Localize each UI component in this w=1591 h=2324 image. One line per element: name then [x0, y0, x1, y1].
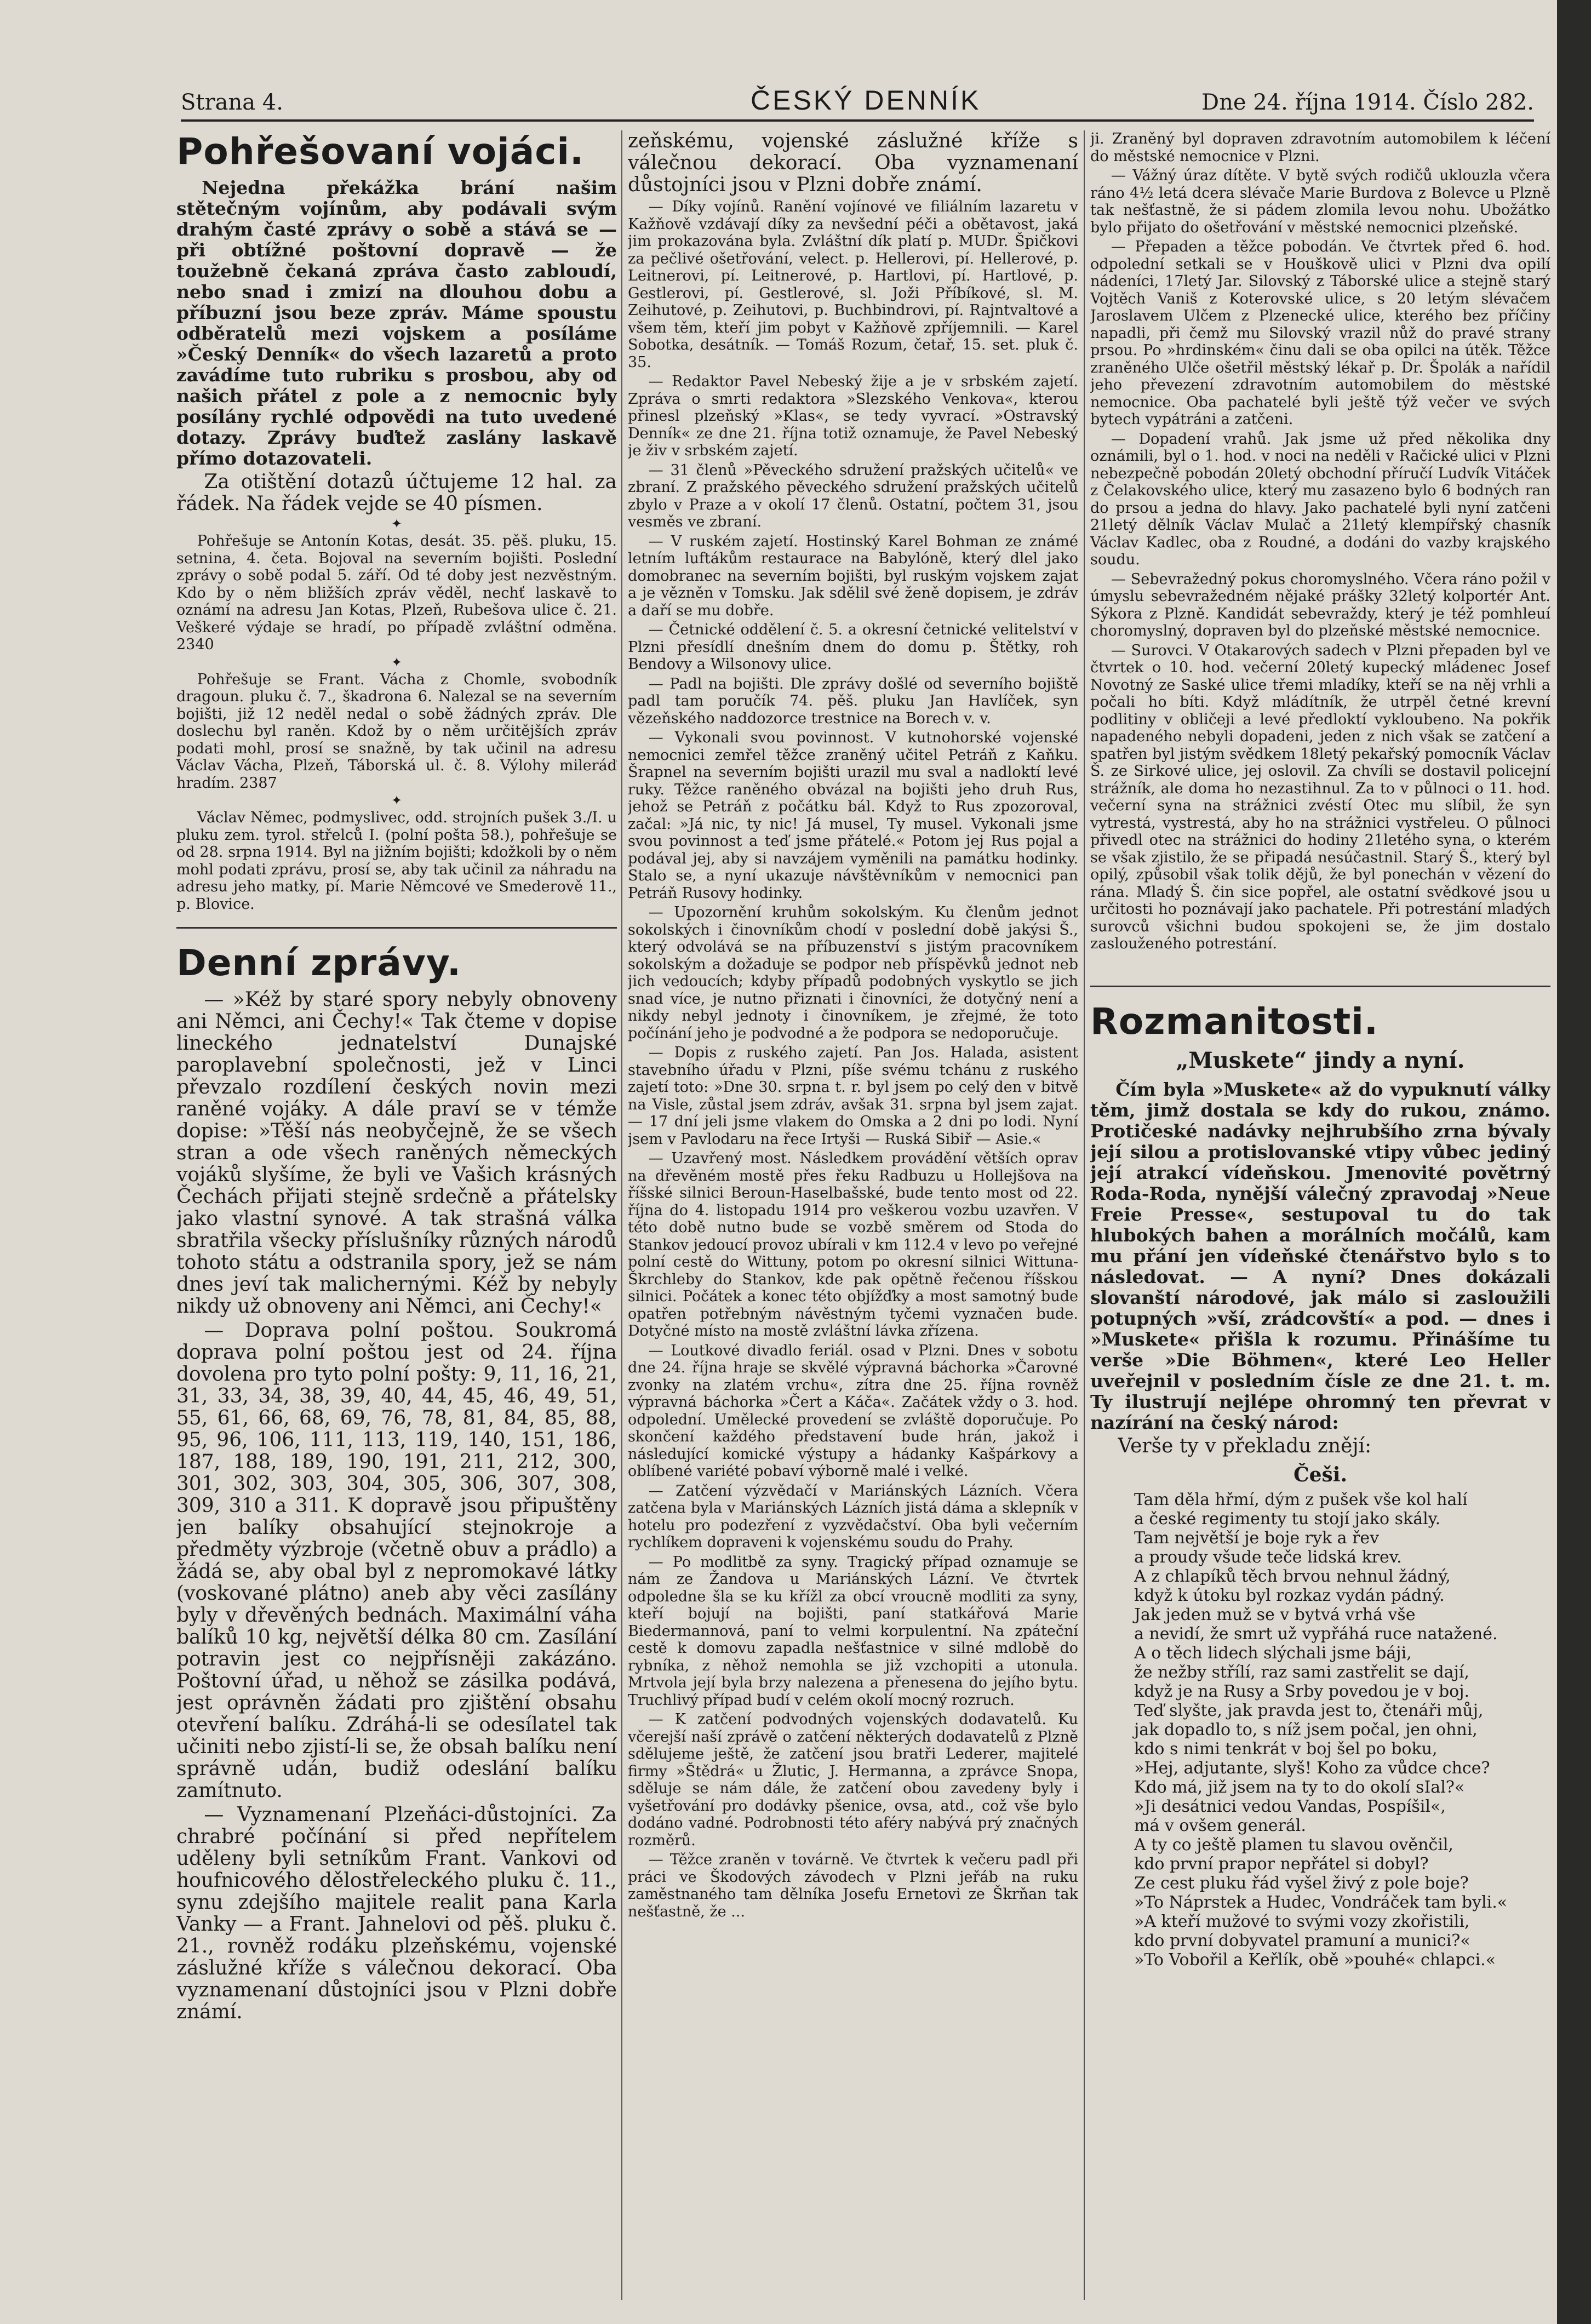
poem-line: jak dopadlo to, s níž jsem počal, jen ohni, — [1134, 1720, 1478, 1739]
issue-date: Dne 24. října 1914. Číslo 282. — [1201, 90, 1534, 115]
news-item: — Loutkové divadlo feriál. osad v Plzni. Dnes v sobotu dne 24. října hraje se skvělé výpravná báchorka »Čarovné zvonky na zlatém vrchu«, zítra dne 25. října rovněž výpravná báchorka »Čert a Káča«. Začátek vždy o 3. hod. odpolední. Umělecké provedení se zvláště doporučuje. Po skončení každého představení bude hrán, jakož i následující komické výstupy a hádanky Kašpárkovy a oblíbené variété pobaví výborně malé i velké. — [628, 1342, 1078, 1480]
poem-line: kdo s nimi tenkrát v boj šel po boku, — [1134, 1739, 1438, 1759]
star-divider: ✦ — [391, 654, 403, 670]
poem-line: »Hej, adjutante, slyš! Koho za vůdce chce? — [1134, 1758, 1490, 1778]
poem-line: má v ovšem generál. — [1134, 1816, 1306, 1835]
article-intro: Nejedna překážka brání našim stětečným vojínům, aby podávali svým drahým časté zprávy o sobě a stává se — při obtížné poštovní dopravě — že toužebně čekaná zpráva často zabloudí, nebo snad i zmizí na dlouhou dobu a příbuzní jsou beze zpráv. Máme spoustu odběratelů mezi vojskem a posíláme »Český Denník« do všech lazaretů a proto zavádíme tuto rubriku s prosbou, aby od našich přátel z pole a z nemocnic byly posílány rychlé odpovědi na tuto uvedené dotazy. Zprávy buďtež zaslány laskavě přímo dotazovateli. — [176, 177, 617, 469]
poem-title: Češi. — [1293, 1463, 1348, 1486]
poem-line: Kdo má, již jsem na ty to do okolí sIal?« — [1134, 1777, 1465, 1797]
poem-line: kdo první prapor nepřátel si dobyl? — [1134, 1854, 1429, 1874]
poem-line: Tam děla hřmí, dým z pušek vše kol halí — [1134, 1490, 1468, 1509]
poem-line: Jak jeden muž se v bytvá vrhá vše — [1134, 1605, 1416, 1624]
news-item: — Redaktor Pavel Nebeský žije a je v srbském zajetí. Zpráva o smrti redaktora »Slezského Venkova«, kterou přinesl plzeňský »Klas«, se tedy vyvrací. »Ostravský Denník« ze dne 21. října totiž oznamuje, že Pavel Nebeský je živ v srbském zajetí. — [628, 373, 1078, 459]
news-continuation: zeňskému, vojenské záslužné kříže s válečnou dekorací. Oba vyznamenaní důstojníci jsou v Plzni dobře známí. — [628, 130, 1078, 196]
star-divider: ✦ — [391, 516, 403, 531]
poem-line: Ze cest pluku řád vyšel živý z pole boje? — [1134, 1873, 1469, 1893]
news-item: — Vykonali svou povinnost. V kutnohorské vojenské nemocnici zemřel těžce zraněný učitel Petráň z Kaňku. Šrapnel na severním bojišti urazil mu sval a nadloktí levé ruky. Těžce raněného obvázal na bojišti jeho druh Rus, jehož se Petráň z počátku bál. Když to Rus zpozoroval, začal: »Já nic, ty nic! Já musel, Ty musel. Vykonali jsme svou povinnost a teď jsme přátelé.« Potom jej Rus pojal a podával jej, aby si navzájem vyměnili na památku hodinky. Stalo se, a nyní ukazuje návštěvníkům v nemocnici pan Petráň Rusovy hodinky. — [628, 729, 1078, 902]
column-rule — [1084, 130, 1085, 2300]
poem-line: Teď slyšte, jak pravda jest to, čtenáři můj, — [1134, 1701, 1484, 1720]
news-continuation: ji. Zraněný byl dopraven zdravotním automobilem k léčení do městské nemocnice v Plzni. — [1090, 130, 1550, 165]
news-item: — Upozornění kruhům sokolským. Ku členům jednot sokolských i činovníkům chodí v poslední době jakýsi Š., který odvolává se na příbuzenství s jistým pracovníkem sokolským a dožaduje se podpor neb příspěvků jednot neb jich vedoucích; kdyby případů podobných vyskytlo se jich snad více, je nutno přiznati i činovníci, že dotyčný není a nikdy nebyl jednoty i činovníkem, je zřejmé, že toto počínání jeho je podvodné a že podpora se nedoporučuje. — [628, 904, 1078, 1042]
news-item: — Doprava polní poštou. Soukromá doprava polní poštou jest od 24. října dovolena pro tyto polní pošty: 9, 11, 16, 21, 31, 33, 34, 38, 39, 40, 44, 45, 46, 49, 51, 55, 61, 66, 68, 69, 76, 78, 81, 84, 85, 88, 95, 96, 106, 111, 113, 119, 140, 151, 186, 187, 188, 189, 190, 191, 211, 212, 300, 301, 302, 303, 304, 305, 306, 307, 308, 309, 310 a 311. K dopravě jsou připuštěny jen balíky obsahující stejnokroje a předměty výzbroje (včetně obuv a prádlo) a žádá se, aby obal byl z nepromokavé látky (voskované plátno) aneb aby věci zasílány byly v dřevěných bednách. Maximální váha balíků 10 kg, největší délka 80 cm. Zasílání potravin jest co nejpřísněji zakázáno. Poštovní úřad, u něhož se zásilka podává, jest oprávněn žádati pro zjištění obsahu otevření balíku. Zdráhá-li se odesílatel tak učiniti nebo zjistí-li se, že obsah balíku není správně udán, budiž odeslání balíku zamítnuto. — [176, 1319, 617, 1802]
news-item: — Díky vojínů. Ranění vojínové ve filiálním lazaretu v Kažňově vzdávají díky za nevšední péči a obětavost, jaká jim prokazována byla. Zvláštní dík platí p. MUDr. Špičkovi za pečlivé ošetřování, velect. p. Hellerovi, pí. Hellerové, p. Leitnerovi, pí. Leitnerové, p. Hartlovi, pí. Hartlové, p. Gestlerovi, pí. Gestlerové, sl. Joži Příbíkové, sl. M. Zeihutové, p. Zeihutovi, p. Buchbindrovi, pí. Rajntvaltové a všem těm, kteří jim pobyt v Kažňově zpříjemnili. — Karel Sobotka, desátník. — Tomáš Rozum, četař, 15. set. pluk č. 35. — [628, 198, 1078, 371]
news-item: — Padl na bojišti. Dle zprávy došlé od severního bojiště padl tam poručík 74. pěš. pluku Jan Havlíček, syn vězeňského naddozorce trestnice na Borech v. v. — [628, 675, 1078, 727]
news-item: — Dopadení vrahů. Jak jsme už před několika dny oznámili, byl o 1. hod. v noci na neděli v Račické ulici v Plzni nebezpečně pobodán 20letý obchodní příručí Ludvík Vitáček z Čelakovského ulice, který mu zasazeno bylo 6 bodných ran do prsou a jedna do hlavy. Jako pachatelé byli nyní zatčeni 21letý dělník Václav Mulač a 21letý klempířský chasník Václav Kadlec, oba z Roudné, a dodáni do vazby krajského soudu. — [1090, 430, 1550, 568]
missing-notice: Pohřešuje se Antonín Kotas, desát. 35. pěš. pluku, 15. setnina, 4. četa. Bojoval na severním bojišti. Poslední zprávy o sobě podal 5. září. Od té doby jest nezvěstným. Kdo by o něm bližších zpráv věděl, nechť laskavě to oznámí na adresu Jan Kotas, Plzeň, Rubešova ulice č. 21. Veškeré výdaje se hradí, po případě zvláštní odměna. 2340 — [176, 533, 617, 653]
column-1 — [176, 130, 617, 2311]
news-item: — Uzavřený most. Následkem provádění větších oprav na dřevěném mostě přes řeku Radbuzu u Hollejšova na říšské silnici Beroun-Haselbašské, bude tento most od 22. října do 4. listopadu 1914 pro veškerou vozbu uzavřen. V této době nutno bude se vozbě směrem od Stoda do Stankov jedoucí provoz ubírali v km 112.4 v levo po veřejné polní cestě do Wittuny, potom po okresní silnici Wittuna-Škrchleby do Stankov, kde pak opětně řečenou říšskou silnici. Počátek a konec této objížďky a most samotný bude opatřen potřebným návěstným tyčemi vyznačen bude. Dotyčné místo na mostě zvláštní lávka zřízena. — [628, 1150, 1078, 1340]
poem-line: Tam největší je boje ryk a řev — [1134, 1528, 1380, 1548]
poem-line: a české regimenty tu stojí jako skály. — [1134, 1509, 1441, 1529]
news-item: — »Kéž by staré spory nebyly obnoveny ani Němci, ani Čechy!« Tak čteme v dopise lineckého jednatelství Dunajské paroplavební společnosti, jež v Linci převzalo rozdílení českých novin mezi raněné vojáky. A dále praví se v témže dopise: »Těší nás neobyčejně, že se všech stran a ode všech raněných německých vojáků slyšíme, že byli ve Vašich krásných Čechách přijati stejně srdečně a přátelsky jako vlastní synové. A tak strašná válka sbratřila všecky příslušníky různých národů tohoto státu a odstranila spory, jež se nám dnes jeví tak malichernými. Kéž by nebyly nikdy už obnoveny ani Němci, ani Čechy!« — [176, 988, 617, 1318]
section-title-missing-soldiers: Pohřešovaní vojáci. — [176, 130, 585, 173]
news-item: — Vyznamenaní Plzeňáci-důstojníci. Za chrabré počínání si před nepřítelem uděleny byli setníkům Frant. Vankovi od houfnicového dělostřeleckého pluku č. 11., synu zdejšího majitele realit pana Karla Vanky — a Frant. Jahnelovi od pěš. pluku č. 21., rovněž rodáku plzeňskému, vojenské záslužné kříže s válečnou dekorací. Oba vyznamenaní důstojníci jsou v Plzni dobře známí. — [176, 1804, 617, 2023]
page-header — [181, 87, 1534, 122]
column-rule — [621, 130, 622, 2300]
page-edge — [1557, 0, 1591, 2324]
column-2 — [628, 130, 1078, 2311]
section-divider — [176, 927, 617, 929]
poem-line: »Ji desátnici vedou Vandas, Pospíšil«, — [1134, 1796, 1446, 1816]
section-title-daily-news: Denní zprávy. — [176, 942, 461, 984]
news-item: — Surovci. V Otakarových sadech v Plzni přepaden byl ve čtvrtek o 10. hod. večerní 20letý kupecký mládenec Josef Novotný ze Saské ulice třemi mladíky, kteří se na něj vrhli a počali ho bíti. Když mládítník, že utrpěl četné krevní podlitiny v obličeji a levé předloktí vykloubeno. Na pokřik napadeného nebyli dopadeni, jeden z nich však se zatčení a spatřen byl jistým svědkem 18letý pekařský pomocník Václav Š. ze Sirkové ulice, jej oslovil. Za chvíli se dostavil policejní strážník, ale doma ho nezastihnul. Za to v půlnoci o 11. hod. večerní syna na strážnici zvéstí Otec mu slíbil, že syn vytrestá, vystrestá, aby ho na strážnici vystřeleu. O půlnoci přivedl otec na strážnici do hodiny 21letého syna, o kterém se však zjistilo, že se připadá nesúčastnil. Starý Š., který byl opilý, způsobil však tolik dějů, že byl ponechán v vězení do rána. Mladý Š. čin sice popřel, ale ostatní svědkové jsou u určitosti ho poznávají jako pachatele. Při potrestání mladých surovců všichni budou spokojeni se, že jim dostalo zaslouženého potrestání. — [1090, 642, 1550, 952]
news-item: — K zatčení podvodných vojenských dodavatelů. Ku včerejší naší zprávě o zatčení některých dodavatelů z Plzně sdělujeme ještě, že zatčení jsou bratři Lederer, majitelé firmy »Štědrá« u Žlutic, J. Hermanna, a zprávce Snopa, sděluje se nám dále, že zatčení obou zavedeny byly i vyšetřování pro dodávky pšenice, ovsa, atd., což vše bylo dodáno vadné. Podrobnosti této aféry nabývá prý značných rozměrů. — [628, 1711, 1078, 1849]
news-item: — Zatčení výzvědačí v Mariánských Lázních. Včera zatčena byla v Mariánských Lázních jistá dáma a sklepník v hotelu pro podezření z vyzvědačství. Oba byli večerním rychlíkem dopraveni k vojenskému soudu do Prahy. — [628, 1482, 1078, 1551]
news-item: — Po modlitbě za syny. Tragický případ oznamuje se nám ze Žandova u Mariánských Lázní. Ve čtvrtek odpoledne šla se ku křížl za obcí vroucně modliti za syny, kteří bojují na bojišti, paní statkářová Marie Biedermannová, paní to velmi korpulentní. Na zpáteční cestě k domovu zapadla nešťastnice v silné mdlobě do rybníka, z něhož nemohla se již vzchopiti a utonula. Mrtvola její byla brzy nalezena a přenesena do jejího bytu. Truchlivý případ budí v celém okolí mocný rozruch. — [628, 1553, 1078, 1709]
missing-notice: Václav Němec, podmyslivec, odd. strojních pušek 3./I. u pluku zem. tyrol. střelců I. (polní pošta 58.), pohřešuje se od 28. srpna 1914. Byl na jižním bojišti; kdožkoli by o něm mohl podati zprávu, prosí se, aby tak učinil za náhradu na adresu jeho matky, pí. Marie Němcové ve Smederově 11., p. Blovice. — [176, 809, 617, 913]
section-divider — [1090, 986, 1550, 987]
star-divider: ✦ — [391, 793, 403, 808]
poem-line: kdo první dobyvatel pramuní a munici?« — [1134, 1931, 1470, 1950]
news-item: — Vážný úraz dítěte. V bytě svých rodičů uklouzla včera ráno 4½ letá dcera slévače Marie Burdova z Bolevce u Plzně tak nešťastně, že si pádem zlomila levou nohu. Ubožátko bylo přijato do ošetřování v městské nemocnici plzeňské. — [1090, 167, 1550, 236]
poem — [1090, 1490, 1550, 1970]
article-body: Čím byla »Muskete« až do vypuknutí války těm, jimž dostala se kdy do rukou, známo. Protičeské nadávky nejhrubšího zrna bývaly její silou a protislovanské vtipy vůbec jediný její atrakcí vídeňskou. Jmenovité povětrný Roda-Roda, nynější válečný zpravodaj »Neue Freie Presse«, sestupoval tu do tak hlubokých bahen a morálních močálů, kam mu přání jen vídeňské čtenářstvo bylo s to následovat. — A nyní? Dnes dokázali slovanští národové, jak málo si zasloužili potupných »vší, zrádcovští« a pod. — dnes i »Muskete« přišla k rozumu. Přinášíme tu verše »Die Böhmen«, které Leo Heller uveřejnil v posledním čísle ze dne 21. t. m. Ty ilustrují nejlépe ohromný ten převrat v nazírání na český národ: — [1090, 1078, 1550, 1433]
poem-line: A ty co ještě plamen tu slavou ověnčil, — [1134, 1835, 1453, 1854]
news-item: — Těžce zraněn v továrně. Ve čtvrtek k večeru padl při práci ve Škodových závodech v Plzni jeřáb na ruku zaměstnaného tam dělníka Josefu Ernetovi ze Škrňan tak nešťastně, že ... — [628, 1851, 1078, 1920]
newspaper-title: ČESKÝ DENNÍK — [751, 85, 981, 116]
article-body: Verše ty v překladu znějí: — [1118, 1434, 1372, 1457]
missing-notice: Pohřešuje se Frant. Vácha z Chomle, svobodník dragoun. pluku č. 7., škadrona 6. Nalezal se na severním bojišti, již 12 neděl nedal o sobě žádných zpráv. Dle doslechu byl raněn. Kdož by o něm určitějších zpráv podati mohl, prosí se snažně, by tak učinil na adresu Václav Vácha, Plzeň, Táborská ul. č. 8. Výlohy mileráď hradím. 2387 — [176, 671, 617, 792]
column-3 — [1090, 130, 1550, 2311]
page-number: Strana 4. — [181, 90, 283, 115]
poem-line: a nevidí, že smrt už vypřáhá ruce natažené. — [1134, 1624, 1498, 1644]
poem-line: a proudy všude teče lidská krev. — [1134, 1547, 1402, 1567]
news-item: — Dopis z ruského zajetí. Pan Jos. Halada, asistent stavebního úřadu v Plzni, píše svému tchánu z ruského zajetí toto: »Dne 30. srpna t. r. byl jsem po celý den v bitvě na Visle, zůstal jsem zdráv, avšak 31. srpna byl jsem zajat. — 17 dní jeli jsme vlakem do Omska a 2 dni po lodi. Nyní jsem v Pavlodaru na řece Irtyši — Ruská Sibiř — Asie.« — [628, 1044, 1078, 1148]
news-item: — Sebevražedný pokus choromyslného. Včera ráno požil v úmyslu sebevražedném nějaké prášky 32letý kolportér Ant. Sýkora z Plzně. Kandidát sebevraždy, který je též pomhleuí choromyslný, dopraven byl do plzeňské městské nemocnice. — [1090, 570, 1550, 639]
poem-line: »A kteří mužové to svými vozy zkořistili, — [1134, 1911, 1470, 1931]
article-price-note: Za otištění dotazů účtujeme 12 hal. za řádek. Na řádek vejde se 40 písmen. — [176, 471, 617, 515]
poem-line: když je na Rusy a Srby povedou je v boj. — [1134, 1681, 1470, 1701]
poem-line: A z chlapíků těch brvou nehnul žádný, — [1134, 1566, 1451, 1586]
article-subtitle: „Muskete“ jindy a nyní. — [1176, 1047, 1465, 1073]
poem-line: »To Vobořil a Keřlík, obě »pouhé« chlapci.« — [1134, 1950, 1496, 1970]
poem-line: když k útoku byl rozkaz vydán pádný. — [1134, 1585, 1445, 1605]
poem-line: »To Náprstek a Hudec, Vondráček tam byli.« — [1134, 1892, 1508, 1912]
news-item: — Četnické oddělení č. 5. a okresní četnické velitelství v Plzni přesídlí dnešním dnem do domu p. Štětky, roh Bendovy a Wilsonovy ulice. — [628, 621, 1078, 673]
news-item: — Přepaden a těžce pobodán. Ve čtvrtek před 6. hod. odpolední setkali se v Houškově ulici v Plzni dva opilí nádeníci, 17letý Jar. Silovský z Táborské ulice a stejně starý Vojtěch Vaniš z Koterovské ulice, s 20 letým slévačem Jaroslavem Ulčem z Plzenecké ulice, kterého bez příčiny napadli, při čemž mu Silovský vrazil nůž do pravé strany prsou. Po »hrdinském« činu dali se oba opilci na útěk. Těžce zraněného Ulče ošetřil městský lékař p. Dr. Špolák a nařídil jeho převezení zdravotním automobilem do městské nemocnice. Oba pachatelé byli ještě týž večer ve svých bytech vypátráni a zatčeni. — [1090, 238, 1550, 428]
news-item: — V ruském zajetí. Hostinský Karel Bohman ze známé letním luftákům restaurace na Babylóně, který dlel jako domobranec na severním bojišti, byl ruským vojskem zajat a je vězněn v Tomsku. Jak sdělil své ženě dopisem, je zdráv a daří se mu dobře. — [628, 533, 1078, 619]
news-item: — 31 členů »Pěveckého sdružení pražských učitelů« ve zbraní. Z pražského pěveckého sdružení pražských učitelů zbylo v Praze a v okolí 17 členů. Ostatní, počtem 31, jsou vesměs ve zbraní. — [628, 461, 1078, 530]
poem-line: A o těch lidech slýchali jsme báji, — [1134, 1643, 1412, 1663]
poem-line: že nežby střílí, raz sami zastřelit se dají, — [1134, 1662, 1469, 1682]
section-title-miscellany: Rozmanitosti. — [1090, 1000, 1378, 1043]
